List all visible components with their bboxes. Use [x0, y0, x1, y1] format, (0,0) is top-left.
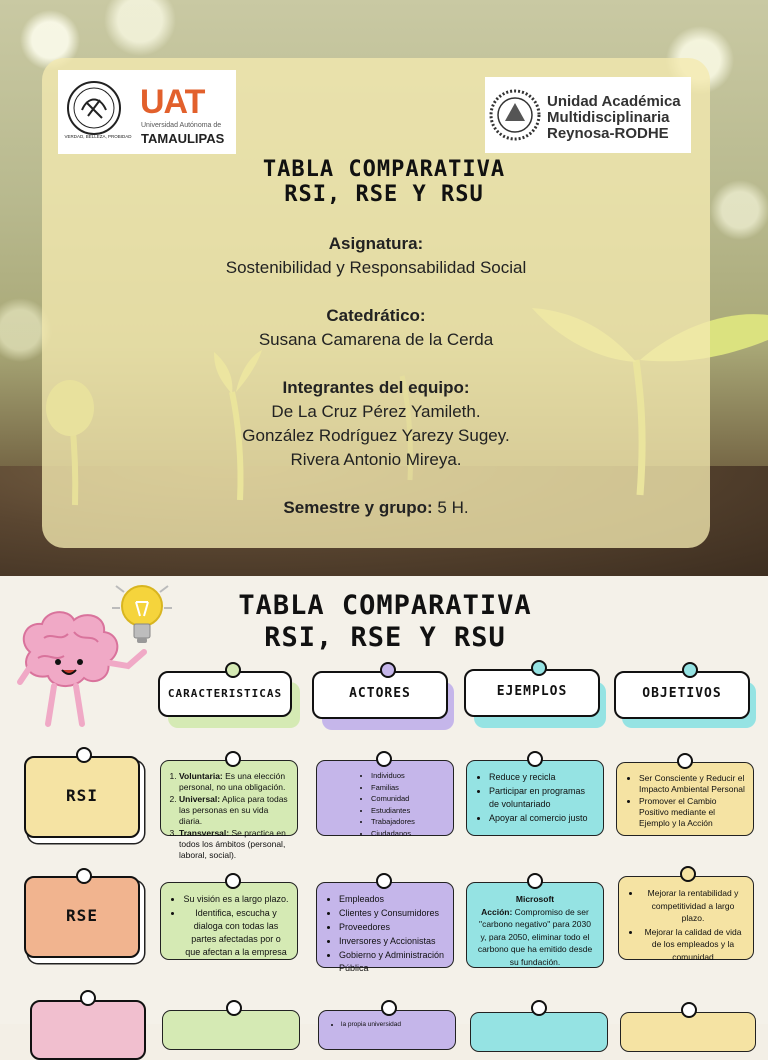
rsu-actores: • la propia universidad — [318, 1010, 456, 1050]
rsu-objetivos — [620, 1012, 756, 1052]
row-label-rsi-text: RSI — [66, 786, 98, 805]
rse-objetivos: • Mejorar la rentabilidad y competitividad a largo plazo. • Mejorar la calidad de vida de los empleados y la comunidad — [618, 876, 754, 960]
rsi-objetivos: • Ser Consciente y Reducir el Impacto Ambiental Personal • Promover el Cambio Positivo mediante el Ejemplo y la Acción — [616, 762, 754, 836]
catedratico-label: Catedrático: — [326, 306, 426, 325]
uat-motto: VERDAD, BELLEZA, PROBIDAD — [64, 134, 132, 139]
cell-pin — [225, 873, 241, 889]
rsi-ejemplos: • Reduce y recicla • Participar en programas de voluntariado • Apoyar al comercio justo — [466, 760, 604, 836]
uat-logo — [58, 70, 236, 154]
cell-pin — [381, 1000, 397, 1016]
rodhe-logo — [485, 77, 691, 153]
rsi-actores: • Individuos • Familias • Comunidad • Estudiantes • Trabajadores • Ciudadanos — [316, 760, 454, 836]
cell-pin — [677, 753, 693, 769]
semestre-line — [42, 496, 710, 520]
uat-brand: UAT — [140, 83, 205, 121]
table-title-line2: RSI, RSE Y RSU — [264, 622, 506, 653]
cell-pin — [527, 873, 543, 889]
header-pin — [380, 662, 396, 678]
catedratico-value: Susana Camarena de la Cerda — [258, 330, 494, 349]
lightbulb-icon — [110, 576, 174, 652]
header-pin — [531, 660, 547, 676]
rse-actores: • Empleados • Clientes y Consumidores • Proveedores • Inversores y Accionistas • Gobierno y Administración Pública — [316, 882, 454, 968]
rse-ejemplos: Microsoft Acción: Compromiso de ser "carbono negativo" para 2030 y, para 2050, eliminar todo el carbono que ha emitido desde su fundación. — [466, 882, 604, 968]
uat-sub2: TAMAULIPAS — [141, 131, 225, 146]
rodhe-line3: Reynosa-RODHE — [547, 125, 669, 142]
row-pin — [76, 868, 92, 884]
asignatura-value: Sostenibilidad y Responsabilidad Social — [225, 258, 527, 277]
header-ejemplos-label: EJEMPLOS — [496, 684, 568, 699]
uat-sub1: Universidad Autónoma de — [141, 122, 222, 129]
integrante-1: De La Cruz Pérez Yamileth. — [271, 402, 481, 421]
cover-title-line1: TABLA COMPARATIVA — [262, 157, 506, 182]
rsu-ejemplos — [470, 1012, 608, 1052]
integrante-2: González Rodríguez Yarezy Sugey. — [242, 426, 510, 445]
rsu-caracteristicas — [162, 1010, 300, 1050]
cell-pin — [376, 751, 392, 767]
rodhe-line2: Multidisciplinaria — [547, 109, 670, 126]
semestre-label: Semestre y grupo: — [283, 498, 433, 517]
rse-caracteristicas: • Su visión es a largo plazo. • Identifica, escucha y dialoga con todas las partes afectadas por o que afectan a la empresa — [160, 882, 298, 960]
row-label-rse-text: RSE — [66, 906, 98, 925]
row-pin — [80, 990, 96, 1006]
header-pin — [682, 662, 698, 678]
integrante-3: Rivera Antonio Mireya. — [290, 450, 462, 469]
comparison-table-page — [0, 576, 768, 1028]
cell-pin — [531, 1000, 547, 1016]
cell-pin — [376, 873, 392, 889]
table-title-line1: TABLA COMPARATIVA — [238, 590, 532, 621]
cell-pin — [226, 1000, 242, 1016]
asignatura-label: Asignatura: — [328, 234, 424, 253]
cell-pin — [527, 751, 543, 767]
row-label-rsu — [30, 1000, 146, 1060]
cell-pin — [225, 751, 241, 767]
semestre-value: 5 H. — [437, 498, 469, 517]
cell-pin — [681, 1002, 697, 1018]
cover-title-line2: RSI, RSE Y RSU — [284, 182, 484, 207]
header-actores-label: ACTORES — [349, 686, 411, 701]
header-objetivos-label: OBJETIVOS — [642, 686, 722, 701]
rodhe-line1: Unidad Académica — [547, 93, 681, 110]
header-caracteristicas-label: CARACTERISTICAS — [167, 687, 283, 700]
row-pin — [76, 747, 92, 763]
cell-pin — [680, 866, 696, 882]
integrantes-label: Integrantes del equipo: — [282, 378, 470, 397]
header-pin — [225, 662, 241, 678]
rsi-caracteristicas: 1. Voluntaria: Es una elección personal, no una obligación. 2. Universal: Aplica para todas las personas en su vida diaria. 3. Transversal: Se practica en todos los ámbitos (personal, laboral, social). — [160, 760, 298, 836]
